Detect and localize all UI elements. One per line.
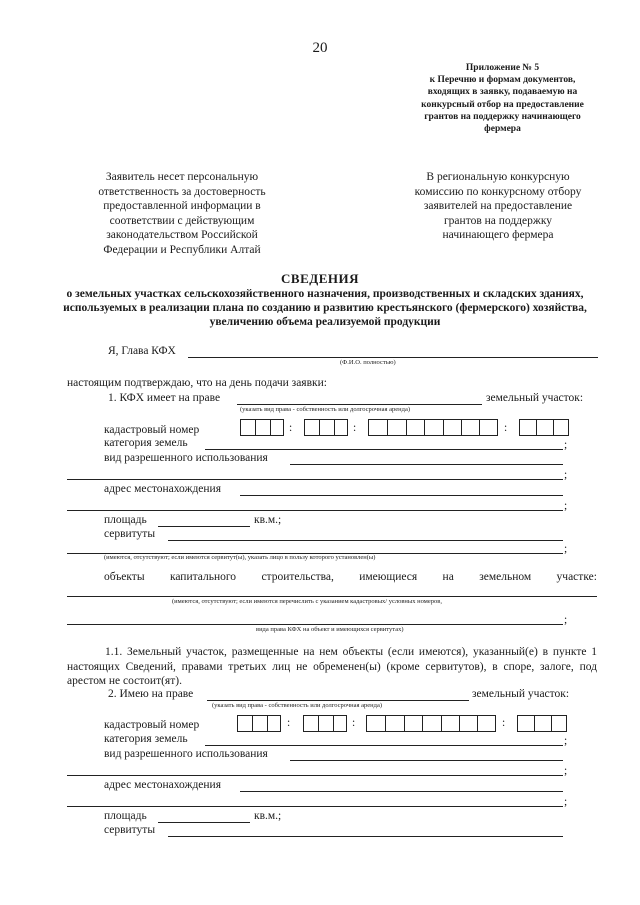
- s2-address-field-2[interactable]: [67, 806, 563, 807]
- s1-objects-word: строительства,: [261, 571, 334, 583]
- s2-colon: :: [352, 717, 356, 729]
- semicolon: ;: [564, 765, 568, 777]
- s1-easements-field[interactable]: [168, 540, 563, 541]
- s2-address-field[interactable]: [240, 791, 563, 792]
- semicolon: ;: [564, 543, 568, 555]
- s1-address-field-2[interactable]: [67, 510, 563, 511]
- s1-usage-field[interactable]: [290, 464, 563, 465]
- s1-usage-label: вид разрешенного использования: [104, 452, 268, 464]
- appendix-header: [395, 62, 610, 135]
- s2-colon: :: [287, 717, 291, 729]
- note-line: грантов на поддержку: [443, 214, 553, 227]
- s1-objects-hint-2: вида права КФХ на объект и имеющихся сервитутах): [256, 626, 404, 633]
- s2-colon: :: [502, 717, 506, 729]
- s1-area-field[interactable]: [158, 526, 250, 527]
- s2-easements-label: сервитуты: [104, 824, 156, 836]
- semicolon: ;: [564, 796, 568, 808]
- semicolon: ;: [564, 735, 568, 747]
- s2-cadastral-box-2[interactable]: [303, 715, 347, 732]
- s1-address-field[interactable]: [240, 495, 563, 496]
- s1-right-field[interactable]: [237, 404, 482, 405]
- document-title: СВЕДЕНИЯ: [281, 271, 359, 286]
- s1-objects-word: капитального: [169, 571, 237, 583]
- s1-cadastral-box-4[interactable]: [519, 419, 569, 436]
- fio-hint: (Ф.И.О. полностью): [340, 359, 396, 366]
- s2-area-unit: кв.м.;: [254, 810, 282, 822]
- s1-objects-field[interactable]: [67, 596, 597, 597]
- s2-cadastral-label: кадастровый номер: [104, 719, 200, 731]
- page-number: 20: [312, 40, 328, 56]
- s1-category-field[interactable]: [205, 449, 563, 450]
- s1-label: 1. КФХ имеет на праве: [108, 392, 221, 404]
- s1-usage-field-2[interactable]: [67, 479, 563, 480]
- s1-easements-hint: (имеются, отсутствуют; если имеются сервитут(ы), указать лицо в пользу которого установлен(ы): [104, 554, 376, 561]
- s2-address-label: адрес местонахождения: [104, 779, 222, 791]
- s1-colon: :: [353, 422, 357, 434]
- s2-easements-field[interactable]: [168, 836, 563, 837]
- s1-cadastral-box-2[interactable]: [304, 419, 348, 436]
- note-line: Федерации и Республики Алтай: [103, 243, 261, 256]
- s1-area-label: площадь: [104, 514, 147, 526]
- semicolon: ;: [564, 614, 568, 626]
- note-line: заявителей на предоставление: [423, 200, 573, 213]
- s2-right-hint: (указать вид права - собственность или долгосрочная аренда): [212, 702, 382, 709]
- semicolon: ;: [564, 469, 568, 481]
- s1-right-hint: (указать вид права - собственность или долгосрочная аренда): [240, 406, 410, 413]
- s1-address-label: адрес местонахождения: [104, 483, 222, 495]
- s1-objects-hint-1: (имеются, отсутствуют; если имеются перечислить с указанием кадастровых/ условных номеров,: [172, 598, 442, 605]
- s1-colon: :: [504, 422, 508, 434]
- appendix-line: грантов на поддержку начинающего: [424, 111, 581, 122]
- fio-field[interactable]: [188, 357, 598, 358]
- s2-label: 2. Имею на праве: [108, 688, 194, 700]
- s11-paragraph: 1.1. Земельный участок, размещенные на нем объекты (если имеются), указанный(е) в пункте 1 настоящих Сведений, правами третьих лиц не обременен(ы) (кроме сервитутов), в споре, залоге, под арестом не состоит(ят).: [67, 646, 597, 687]
- s2-cadastral-box-1[interactable]: [237, 715, 281, 732]
- addressee-note: [398, 170, 598, 243]
- appendix-title: Приложение № 5: [465, 63, 540, 73]
- note-line: ответственность за достоверность: [98, 185, 266, 198]
- s1-objects-word: имеющиеся: [359, 571, 418, 583]
- note-line: предоставленной информации в: [103, 200, 261, 213]
- note-line: соответствии с действующим: [109, 214, 255, 227]
- s1-cadastral-label: кадастровый номер: [104, 424, 200, 436]
- note-line: законодательством Российской: [106, 229, 258, 242]
- s2-category-label: категория земель: [104, 733, 188, 745]
- note-line: комиссию по конкурсному отбору: [414, 185, 582, 198]
- appendix-line: конкурсный отбор на предоставление: [421, 99, 584, 110]
- s2-category-field[interactable]: [205, 745, 563, 746]
- s1-right-label: земельный участок:: [486, 392, 584, 404]
- note-line: В региональную конкурсную: [426, 171, 570, 183]
- s2-usage-label: вид разрешенного использования: [104, 748, 268, 760]
- s1-cadastral-box-3[interactable]: [368, 419, 498, 436]
- s1-objects-word: на: [442, 571, 454, 583]
- s2-right-field[interactable]: [207, 700, 469, 701]
- s1-objects-word: земельном: [479, 571, 532, 583]
- s2-area-field[interactable]: [158, 822, 250, 823]
- s2-usage-field[interactable]: [290, 760, 563, 761]
- note-line: Заявитель несет персональную: [105, 171, 259, 183]
- s1-easements-label: сервитуты: [104, 528, 156, 540]
- s1-objects-field-2[interactable]: [67, 624, 563, 625]
- responsibility-note: [82, 170, 282, 258]
- s1-colon: :: [289, 422, 293, 434]
- s1-objects-text: [104, 571, 597, 583]
- note-line: начинающего фермера: [442, 229, 554, 242]
- confirm-text: настоящим подтверждаю, что на день подачи заявки:: [67, 377, 327, 389]
- s2-right-label: земельный участок:: [472, 688, 570, 700]
- appendix-line: к Перечню и формам документов,: [429, 75, 576, 86]
- semicolon: ;: [564, 439, 568, 451]
- s2-area-label: площадь: [104, 810, 147, 822]
- s1-objects-word: объекты: [104, 571, 145, 583]
- s2-usage-field-2[interactable]: [67, 775, 563, 776]
- s1-category-label: категория земель: [104, 437, 188, 449]
- s1-objects-word: участке:: [556, 571, 597, 583]
- s1-area-unit: кв.м.;: [254, 514, 282, 526]
- appendix-line: фермера: [484, 124, 521, 135]
- head-label: Я, Глава КФХ: [108, 345, 176, 357]
- s2-cadastral-box-4[interactable]: [517, 715, 567, 732]
- semicolon: ;: [564, 500, 568, 512]
- s1-cadastral-box-1[interactable]: [240, 419, 284, 436]
- appendix-line: входящих в заявку, подаваемую на: [427, 87, 578, 98]
- s2-cadastral-box-3[interactable]: [366, 715, 496, 732]
- document-subtitle: о земельных участках сельскохозяйственного назначения, производственных и складских зданиях, используемых в реализации плана по созданию и развитию крестьянского (фермерского) хозяйства, увеличению объема реализуемой продукции: [63, 288, 587, 328]
